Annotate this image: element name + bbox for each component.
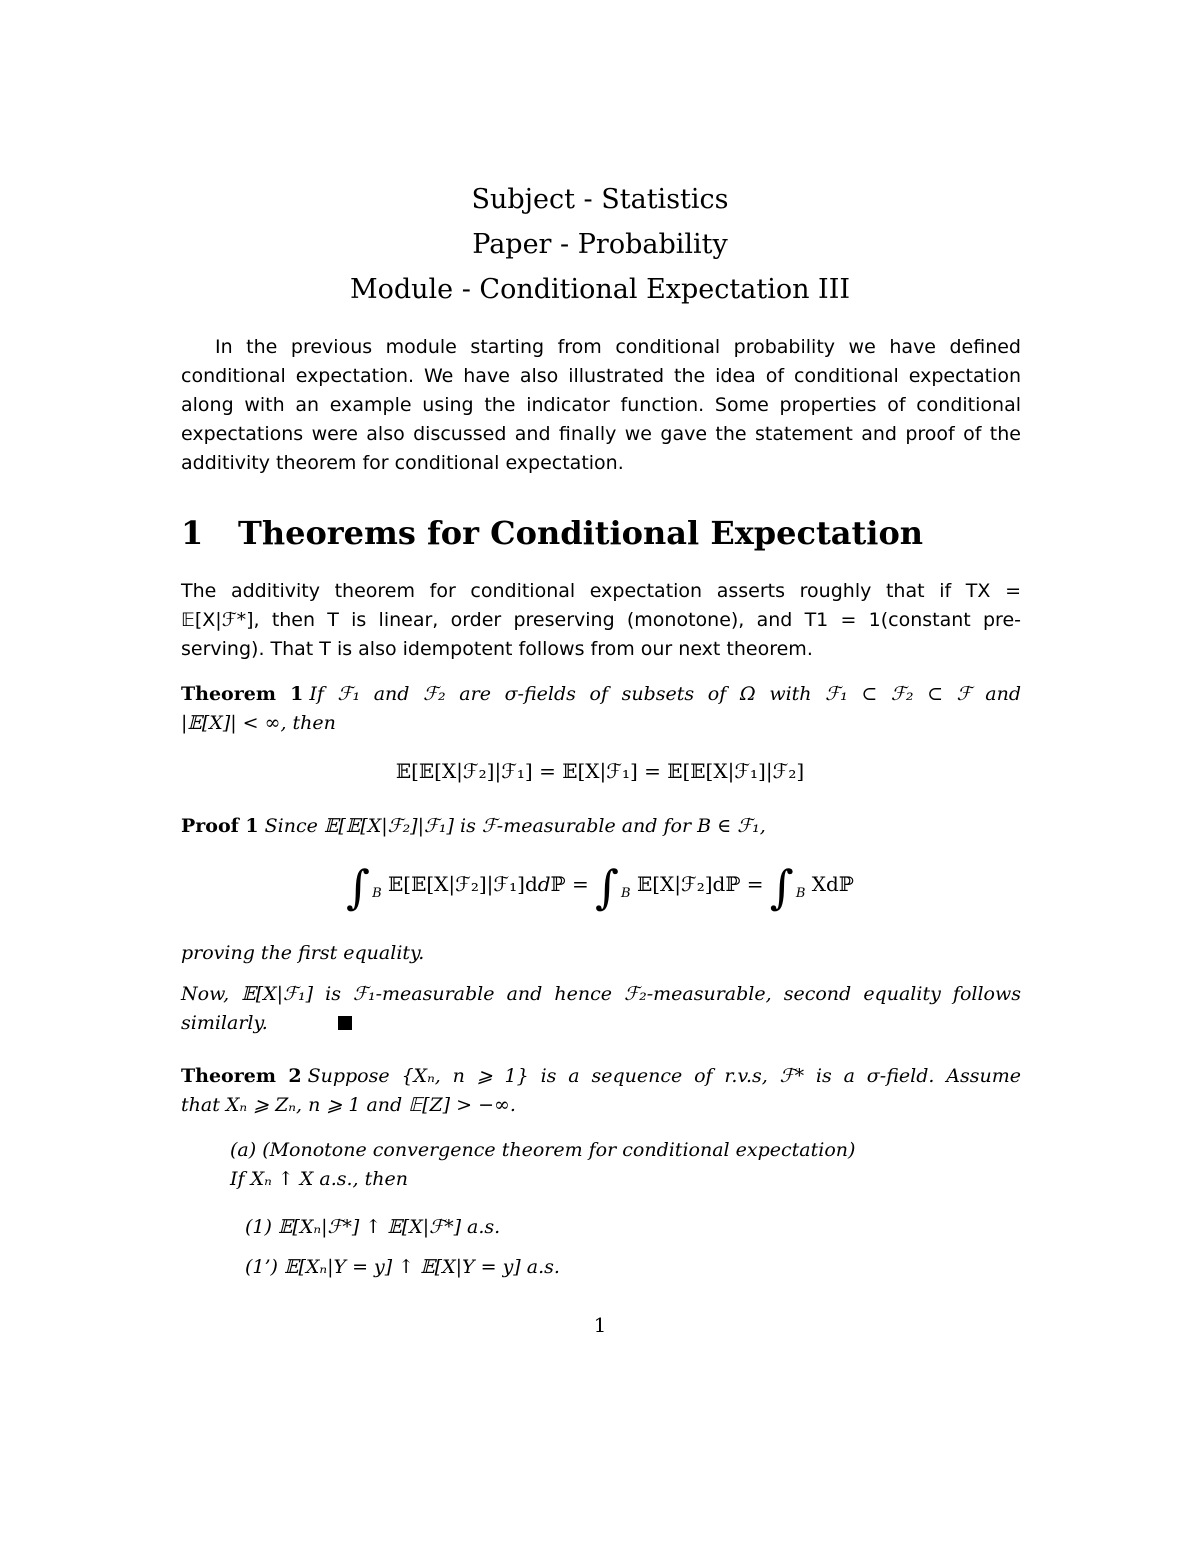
section-title: Theorems for Conditional Expectation [238, 514, 924, 552]
proof-1-equation [0, 860, 1200, 914]
intro-line: conditional expectation. We have also illustrated the idea of conditional expectation [181, 365, 1021, 387]
equation-part: Xdℙ [811, 872, 854, 896]
theorem-1-line: |𝔼[X]| < ∞, then [181, 712, 336, 734]
theorem-1 [181, 680, 1021, 738]
intro-paragraph [181, 333, 1021, 478]
part-a-line: (a) (Monotone convergence theorem for conditional expectation) [230, 1139, 856, 1161]
integral-subscript: B [372, 886, 382, 901]
proof-1-text: proving the first equality. [181, 942, 425, 964]
theorem-2-head: Theorem 2 [181, 1065, 302, 1087]
integral-sign: ∫ [769, 860, 794, 914]
additivity-line: The additivity theorem for conditional expectation asserts roughly that if TX = [181, 580, 1021, 602]
item-1-prime: (1’) 𝔼[Xₙ|Y = y] ↑ 𝔼[X|Y = y] a.s. [245, 1256, 560, 1278]
module-title: Module - Conditional Expectation III [349, 274, 851, 305]
integral-sign: ∫ [346, 860, 371, 914]
intro-line: expectations were also discussed and finally we gave the statement and proof of the [181, 423, 1021, 445]
additivity-line: serving). That T is also idempotent follows from our next theorem. [181, 638, 813, 660]
additivity-line: 𝔼[X|ℱ*], then T is linear, order preserving (monotone), and T1 = 1(constant pre- [181, 609, 1021, 631]
section-number: 1 [181, 514, 204, 552]
proof-1-continuation [181, 980, 1021, 1038]
paper-title: Paper - Probability [472, 229, 728, 260]
theorem-2 [181, 1062, 1021, 1120]
qed-square-icon [338, 1016, 352, 1030]
theorem-2-line: that Xₙ ⩾ Zₙ, n ⩾ 1 and 𝔼[Z] > −∞. [181, 1094, 516, 1116]
theorem-2-part-a [230, 1136, 1010, 1194]
section-heading [181, 514, 923, 552]
proof-1-text: similarly. [181, 1012, 268, 1034]
equation-part: 𝔼[X|ℱ₂]dℙ = [636, 872, 764, 896]
intro-line: In the previous module starting from conditional probability we have defined [215, 336, 1021, 358]
subject-title: Subject - Statistics [471, 184, 729, 215]
integral-sign: ∫ [595, 860, 620, 914]
equation-part: 𝔼[𝔼[X|ℱ₂]|ℱ₁]d𝑑ℙ = [388, 872, 589, 896]
part-a-line: If Xₙ ↑ X a.s., then [230, 1168, 408, 1190]
additivity-paragraph [181, 577, 1021, 664]
theorem-1-equation: 𝔼[𝔼[X|ℱ₂]|ℱ₁] = 𝔼[X|ℱ₁] = 𝔼[𝔼[X|ℱ₁]|ℱ₂] [395, 759, 805, 783]
integral-subscript: B [621, 886, 631, 901]
item-1: (1) 𝔼[Xₙ|ℱ*] ↑ 𝔼[X|ℱ*] a.s. [245, 1216, 501, 1238]
intro-line: along with an example using the indicator function. Some properties of conditional [181, 394, 1021, 416]
intro-line: additivity theorem for conditional expectation. [181, 452, 624, 474]
proof-1 [181, 812, 1021, 841]
proof-1-text: Now, 𝔼[X|ℱ₁] is ℱ₁-measurable and hence ℱ₂-measurable, second equality follows [181, 983, 1021, 1005]
page-number: 1 [593, 1313, 607, 1337]
proof-1-head: Proof 1 [181, 815, 259, 837]
theorem-1-head: Theorem 1 [181, 683, 304, 705]
theorem-1-line: If ℱ₁ and ℱ₂ are σ-fields of subsets of Ω with ℱ₁ ⊂ ℱ₂ ⊂ ℱ and [309, 683, 1021, 705]
proof-1-conclusion [181, 939, 1021, 968]
proof-1-line: Since 𝔼[𝔼[X|ℱ₂]|ℱ₁] is ℱ-measurable and for B ∈ ℱ₁, [264, 815, 766, 837]
theorem-2-line: Suppose {Xₙ, n ⩾ 1} is a sequence of r.v.s, ℱ* is a σ-field. Assume [307, 1065, 1021, 1087]
integral-subscript: B [795, 886, 806, 901]
